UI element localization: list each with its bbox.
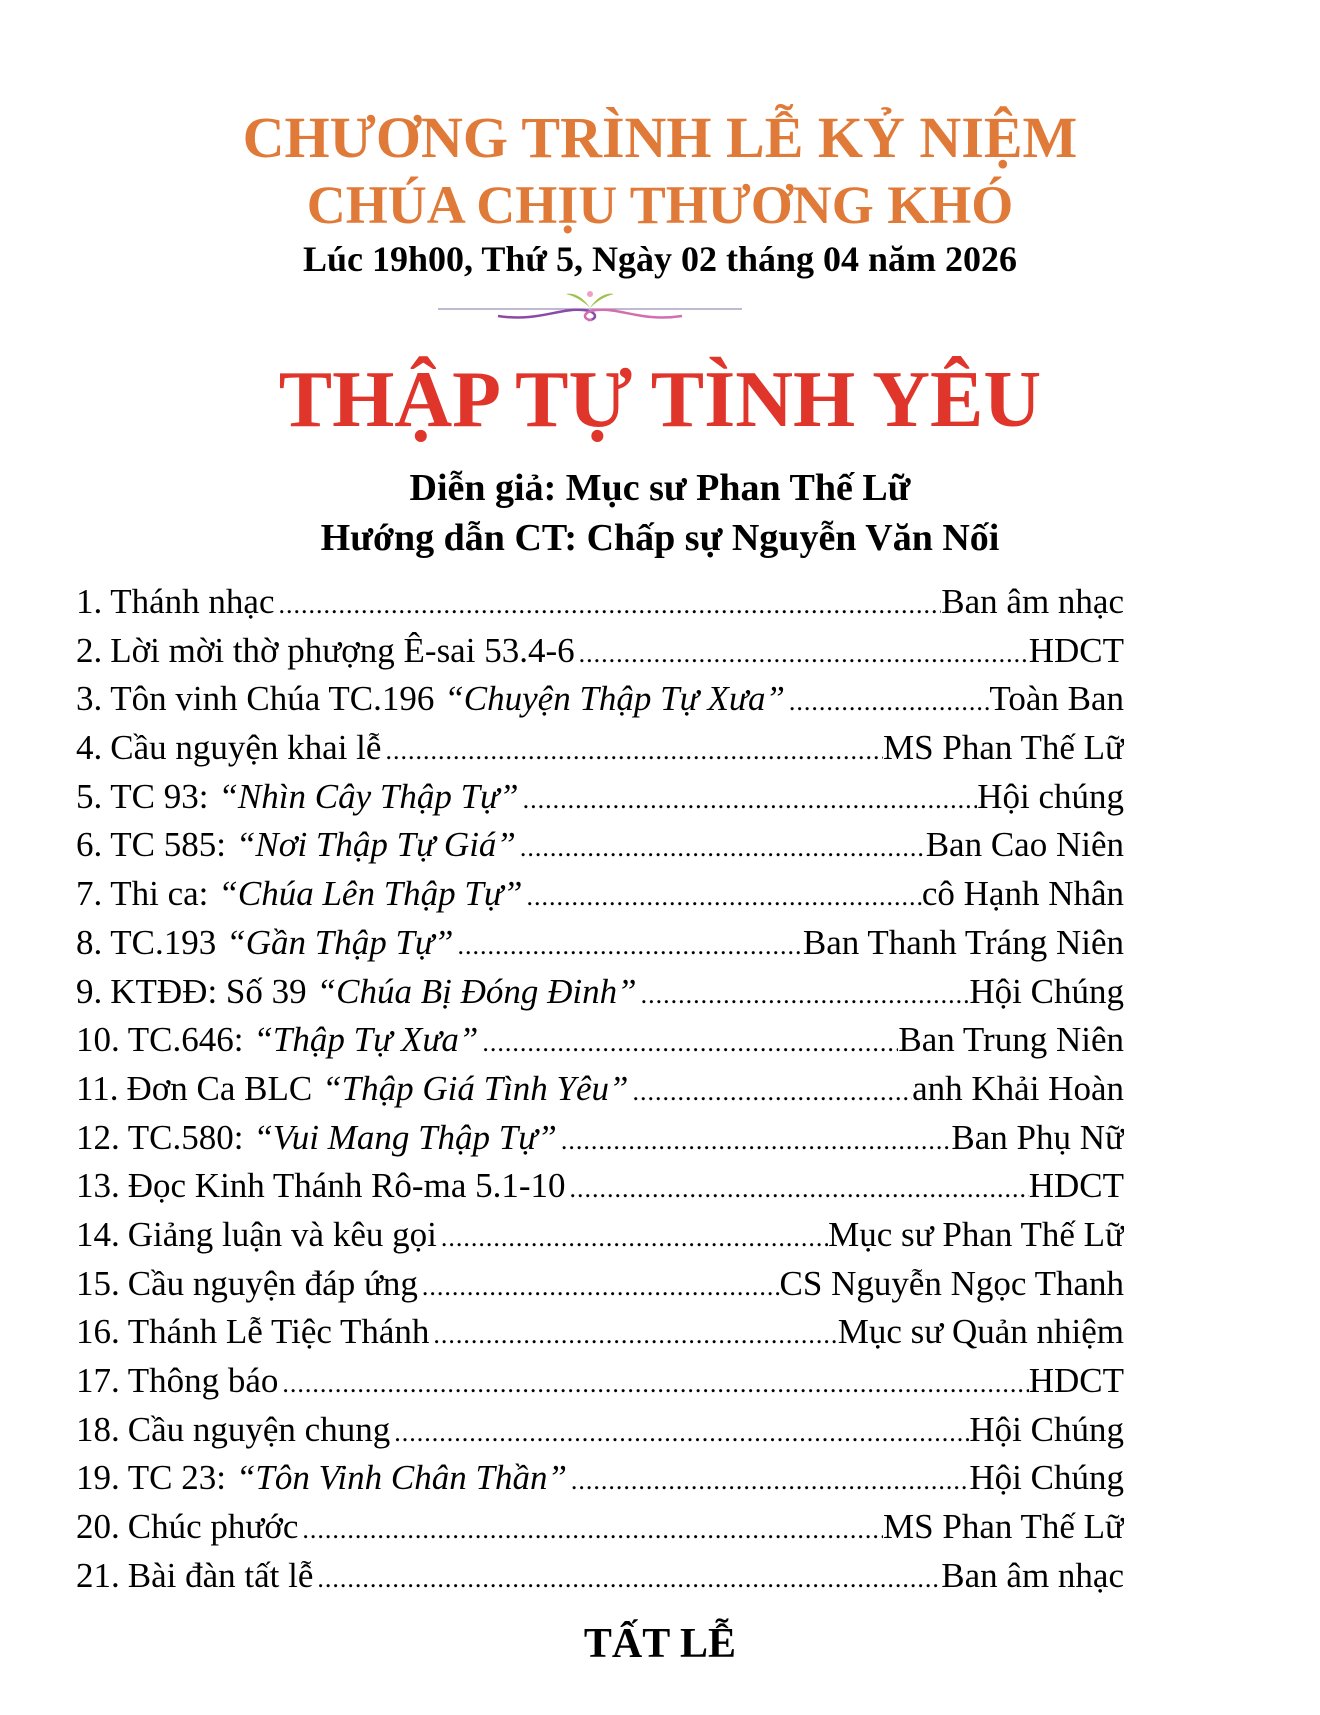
item-label: KTĐĐ: Số 39 bbox=[110, 971, 307, 1011]
program-item bbox=[76, 1357, 1124, 1406]
item-song-title: “Thập Tự Xưa” bbox=[253, 1020, 479, 1060]
dot-leader bbox=[390, 1409, 969, 1455]
item-responsible: cô Hạnh Nhân bbox=[921, 874, 1124, 914]
dot-leader bbox=[785, 678, 989, 724]
item-responsible: Hội Chúng bbox=[969, 1458, 1124, 1498]
item-responsible: Toàn Ban bbox=[989, 679, 1124, 719]
item-responsible: Ban Thanh Tráng Niên bbox=[802, 922, 1124, 962]
item-label: Thánh nhạc bbox=[110, 582, 275, 621]
item-song-title: “Vui Mang Thập Tự” bbox=[253, 1117, 557, 1157]
dot-leader bbox=[629, 1068, 913, 1114]
decorative-flourish-divider-icon bbox=[438, 286, 742, 330]
item-responsible: Mục sư Quản nhiệm bbox=[837, 1312, 1124, 1352]
sermon-theme: THẬP TỰ TÌNH YÊU bbox=[278, 356, 1042, 444]
item-responsible: Hội Chúng bbox=[969, 1409, 1124, 1449]
program-item bbox=[76, 1162, 1124, 1211]
program-item bbox=[76, 870, 1124, 919]
dot-leader bbox=[637, 971, 970, 1017]
item-label: TC 585: bbox=[110, 825, 226, 865]
closing-text: TẤT LỄ bbox=[583, 1621, 737, 1667]
dot-leader bbox=[567, 1457, 969, 1503]
item-responsible: Mục sư Phan Thế Lữ bbox=[828, 1214, 1124, 1254]
item-number: 9. bbox=[76, 971, 103, 1011]
item-responsible: anh Khải Hoàn bbox=[912, 1068, 1124, 1108]
item-label: Đơn Ca BLC bbox=[126, 1068, 313, 1108]
dot-leader bbox=[557, 1117, 952, 1163]
item-number: 12. bbox=[76, 1117, 120, 1157]
item-label: TC 23: bbox=[127, 1458, 226, 1498]
item-label: Lời mời thờ phượng Ê-sai 53.4-6 bbox=[110, 630, 575, 670]
dot-leader bbox=[418, 1263, 780, 1309]
title-line-2: CHÚA CHỊU THƯƠNG KHÓ bbox=[306, 175, 1014, 235]
item-responsible: Hội Chúng bbox=[969, 971, 1124, 1011]
program-item bbox=[76, 1114, 1124, 1163]
program-item bbox=[76, 1211, 1124, 1260]
item-label: TC.193 bbox=[110, 922, 217, 962]
dot-leader bbox=[313, 1555, 941, 1601]
item-label: Chúc phước bbox=[127, 1507, 299, 1547]
item-song-title: “Thập Giá Tình Yêu” bbox=[322, 1068, 629, 1108]
program-item bbox=[76, 1308, 1124, 1357]
item-song-title: “Nơi Thập Tự Giá” bbox=[235, 825, 516, 865]
item-label: Cầu nguyện chung bbox=[127, 1409, 391, 1449]
item-number: 16. bbox=[76, 1312, 120, 1352]
program-item bbox=[76, 1016, 1124, 1065]
dot-leader bbox=[478, 1019, 898, 1065]
item-number: 13. bbox=[76, 1166, 120, 1206]
item-number: 4. bbox=[76, 728, 103, 768]
dot-leader bbox=[516, 824, 926, 870]
title-line-1: CHƯƠNG TRÌNH LỄ KỶ NIỆM bbox=[242, 105, 1078, 170]
item-responsible: Ban Trung Niên bbox=[898, 1020, 1124, 1060]
item-song-title: “Tôn Vinh Chân Thần” bbox=[235, 1458, 567, 1498]
item-responsible: HDCT bbox=[1028, 630, 1124, 670]
item-number: 3. bbox=[76, 679, 103, 719]
dot-leader bbox=[298, 1506, 883, 1552]
program-item bbox=[76, 675, 1124, 724]
item-song-title: “Chuyện Thập Tự Xưa” bbox=[444, 679, 785, 719]
item-number: 14. bbox=[76, 1214, 120, 1254]
item-number: 15. bbox=[76, 1263, 120, 1303]
item-song-title: “Chúa Lên Thập Tự” bbox=[218, 874, 523, 914]
program-item bbox=[76, 968, 1124, 1017]
program-item bbox=[76, 1065, 1124, 1114]
dot-leader bbox=[566, 1165, 1029, 1211]
item-label: Bài đàn tất lễ bbox=[127, 1555, 314, 1595]
item-number: 19. bbox=[76, 1458, 120, 1498]
item-label: Cầu nguyện đáp ứng bbox=[127, 1263, 418, 1303]
item-number: 2. bbox=[76, 630, 103, 670]
host-line: Hướng dẫn CT: Chấp sự Nguyễn Văn Nối bbox=[320, 517, 1000, 559]
dot-leader bbox=[381, 727, 883, 773]
program-item bbox=[76, 919, 1124, 968]
item-number: 21. bbox=[76, 1555, 120, 1595]
dot-leader bbox=[575, 630, 1029, 676]
item-number: 20. bbox=[76, 1507, 120, 1547]
item-number: 18. bbox=[76, 1409, 120, 1449]
item-label: TC.646: bbox=[127, 1020, 244, 1060]
dot-leader bbox=[437, 1214, 828, 1260]
program-item bbox=[76, 1260, 1124, 1309]
item-number: 10. bbox=[76, 1020, 120, 1060]
item-responsible: HDCT bbox=[1028, 1166, 1124, 1206]
item-responsible: Ban Phụ Nữ bbox=[951, 1117, 1124, 1157]
program-item bbox=[76, 773, 1124, 822]
item-label: Tôn vinh Chúa TC.196 bbox=[110, 679, 435, 719]
dot-leader bbox=[278, 1360, 1028, 1406]
item-responsible: Ban Cao Niên bbox=[925, 825, 1124, 865]
item-responsible: Hội chúng bbox=[977, 776, 1124, 816]
item-number: 6. bbox=[76, 825, 103, 865]
item-responsible: Ban âm nhạc bbox=[941, 1555, 1124, 1595]
item-song-title: “Gần Thập Tự” bbox=[226, 922, 454, 962]
item-song-title: “Chúa Bị Đóng Đinh” bbox=[316, 971, 637, 1011]
item-responsible: Ban âm nhạc bbox=[941, 582, 1124, 621]
item-label: Đọc Kinh Thánh Rô-ma 5.1-10 bbox=[127, 1166, 566, 1206]
program-item bbox=[76, 578, 1124, 627]
program-item bbox=[76, 821, 1124, 870]
item-number: 5. bbox=[76, 776, 103, 816]
item-label: Thông báo bbox=[127, 1361, 279, 1400]
program-item bbox=[76, 1552, 1124, 1601]
item-label: TC.580: bbox=[127, 1117, 244, 1157]
item-label: Thánh Lễ Tiệc Thánh bbox=[127, 1312, 430, 1352]
event-dateline: Lúc 19h00, Thứ 5, Ngày 02 tháng 04 năm 2026 bbox=[302, 239, 1018, 279]
item-responsible: MS Phan Thế Lữ bbox=[883, 1507, 1124, 1547]
dot-leader bbox=[453, 922, 802, 968]
program-item bbox=[76, 1406, 1124, 1455]
item-label: Thi ca: bbox=[110, 874, 209, 914]
item-label: Giảng luận và kêu gọi bbox=[127, 1214, 437, 1254]
item-label: Cầu nguyện khai lễ bbox=[110, 728, 382, 768]
item-number: 17. bbox=[76, 1361, 120, 1400]
speaker-line: Diễn giả: Mục sư Phan Thế Lữ bbox=[409, 467, 911, 509]
item-song-title: “Nhìn Cây Thập Tự” bbox=[218, 776, 519, 816]
program-item bbox=[76, 724, 1124, 773]
item-number: 8. bbox=[76, 922, 103, 962]
dot-leader bbox=[429, 1311, 837, 1357]
item-number: 7. bbox=[76, 874, 103, 914]
item-label: TC 93: bbox=[110, 776, 209, 816]
dot-leader bbox=[274, 581, 941, 627]
dot-leader bbox=[519, 776, 978, 822]
program-list bbox=[76, 578, 1124, 1600]
dot-leader bbox=[522, 873, 921, 919]
item-number: 1. bbox=[76, 582, 103, 621]
program-item bbox=[76, 1454, 1124, 1503]
program-item bbox=[76, 1503, 1124, 1552]
item-responsible: HDCT bbox=[1028, 1361, 1124, 1400]
item-responsible: CS Nguyễn Ngọc Thanh bbox=[779, 1263, 1124, 1303]
program-item bbox=[76, 627, 1124, 676]
item-number: 11. bbox=[76, 1068, 119, 1108]
item-responsible: MS Phan Thế Lữ bbox=[883, 728, 1124, 768]
